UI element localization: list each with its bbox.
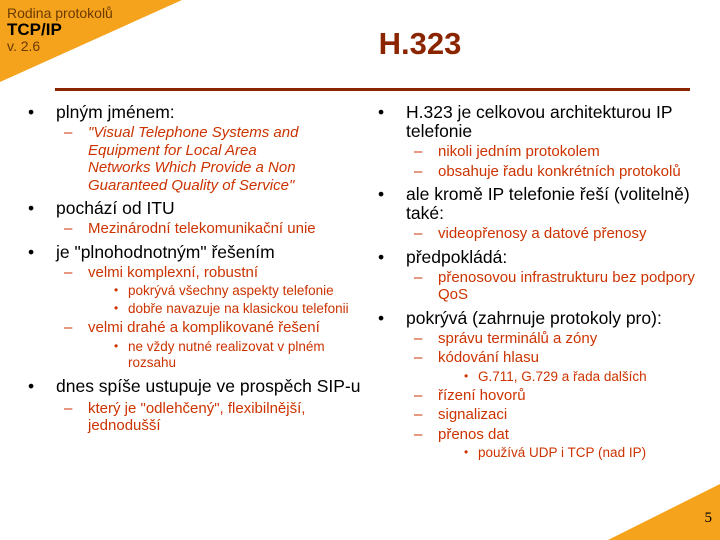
sub-bullet-item: – obsahuje řadu konkrétních protokolů xyxy=(414,162,681,180)
sub-bullet-item: – velmi komplexní, robustní xyxy=(64,263,259,281)
sub-bullet-item: – přenosovou infrastrukturu bez podpory QoS xyxy=(414,268,695,303)
title-divider xyxy=(55,88,690,91)
series-version: v. 2.6 xyxy=(7,37,41,54)
page-number: 5 xyxy=(704,510,712,526)
sub-bullet-item: – videopřenosy a datové přenosy xyxy=(414,225,647,242)
dash-icon: – xyxy=(64,319,73,336)
dash-icon: – xyxy=(414,406,423,423)
bullet-item: • dnes spíše ustupuje ve prospěch SIP-u xyxy=(28,375,361,396)
sub-bullet-item xyxy=(28,124,368,194)
full-name-line: Networks Which Provide a Non xyxy=(88,159,296,176)
bullet-icon: • xyxy=(378,102,385,122)
dash-icon: – xyxy=(64,220,73,237)
bullet-item: • předpokládá: xyxy=(378,246,508,267)
dash-icon: – xyxy=(414,425,423,443)
sub-sub-bullet-item: • dobře navazuje na klasickou telefonii xyxy=(114,301,349,316)
slide-title: H.323 xyxy=(378,26,462,61)
bullet-item: • plným jménem: xyxy=(28,102,175,122)
bullet-icon: • xyxy=(28,102,35,122)
sub-bullet-item: – přenos dat xyxy=(414,425,509,443)
sub-bullet-item: – řízení hovorů xyxy=(414,386,526,404)
sub-bullet-item: – správu terminálů a zóny xyxy=(414,329,598,347)
dash-icon: – xyxy=(414,329,423,347)
bullet-icon: • xyxy=(28,241,35,262)
bullet-icon: • xyxy=(114,283,119,297)
dash-icon: – xyxy=(64,263,73,281)
bullet-icon: • xyxy=(114,301,119,315)
corner-decoration-bottom-right xyxy=(608,484,720,540)
dash-icon: – xyxy=(414,386,423,404)
dash-icon: – xyxy=(414,143,423,160)
sub-bullet-item: – kódování hlasu xyxy=(414,349,539,366)
dash-icon: – xyxy=(414,268,423,286)
sub-sub-bullet-item: • používá UDP i TCP (nad IP) xyxy=(464,445,647,460)
dash-icon: – xyxy=(64,124,73,141)
dash-icon: – xyxy=(414,225,423,242)
dash-icon: – xyxy=(64,399,73,417)
sub-bullet-item: – nikoli jedním protokolem xyxy=(414,143,600,160)
full-name-line: Guaranteed Quality of Service" xyxy=(88,176,295,194)
sub-bullet-item: – který je "odlehčený", flexibilnější, jednodušší xyxy=(64,399,306,434)
sub-bullet-item: – Mezinárodní telekomunikační unie xyxy=(64,220,316,237)
bullet-item: • je "plnohodnotným" řešením xyxy=(28,241,275,262)
bullet-icon: • xyxy=(378,184,385,204)
dash-icon: – xyxy=(414,162,423,180)
bullet-icon: • xyxy=(114,338,119,353)
series-title: TCP/IP xyxy=(7,19,62,39)
bullet-icon: • xyxy=(464,368,469,383)
bullet-icon: • xyxy=(464,445,469,459)
series-branding xyxy=(7,6,113,53)
bullet-item: • pochází od ITU xyxy=(28,198,175,218)
full-name-line: Equipment for Local Area xyxy=(88,141,257,159)
sub-sub-bullet-item: • G.711, G.729 a řada dalších xyxy=(464,368,647,384)
bullet-icon: • xyxy=(378,246,385,267)
full-name-line: "Visual Telephone Systems and xyxy=(88,124,299,141)
right-column xyxy=(378,100,714,461)
bullet-icon: • xyxy=(378,307,385,328)
sub-bullet-item: – signalizaci xyxy=(414,406,508,423)
dash-icon: – xyxy=(414,349,423,366)
sub-bullet-item: – velmi drahé a komplikované řešení xyxy=(64,319,320,336)
bullet-icon: • xyxy=(28,198,35,218)
sub-sub-bullet-item: • ne vždy nutné realizovat v plném rozsahu xyxy=(114,338,325,370)
left-column xyxy=(28,100,368,435)
bullet-icon: • xyxy=(28,375,35,396)
series-name: Rodina protokolů xyxy=(7,5,113,21)
sub-sub-bullet-item: • pokrývá všechny aspekty telefonie xyxy=(114,283,334,298)
bullet-item: • pokrývá (zahrnuje protokoly pro): xyxy=(378,307,662,328)
bullet-item: • ale kromě IP telefonie řeší (volitelně) také: xyxy=(378,184,690,223)
bullet-item: • H.323 je celkovou architekturou IP telefonie xyxy=(378,102,673,141)
